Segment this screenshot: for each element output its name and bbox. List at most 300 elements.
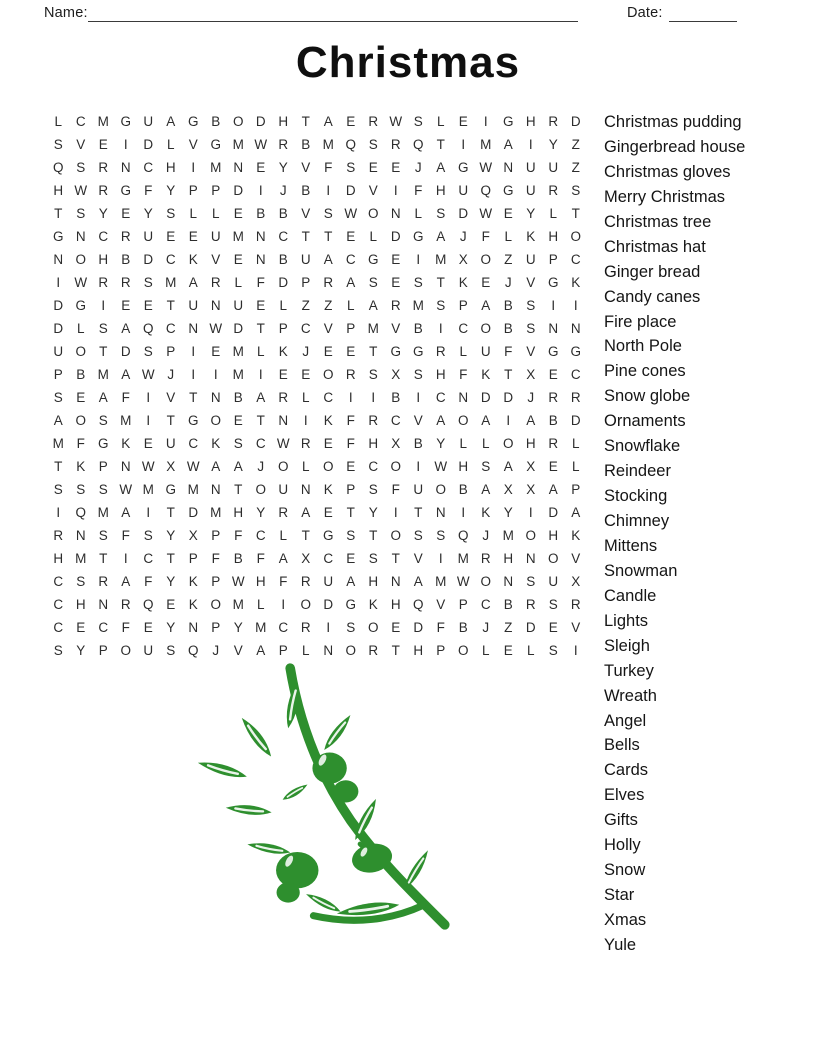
grid-letter: Q <box>480 183 491 198</box>
grid-letter: O <box>367 206 379 221</box>
grid-letter: E <box>256 160 266 175</box>
grid-letter: L <box>234 275 242 290</box>
grid-letter: V <box>413 551 423 566</box>
grid-letter: C <box>188 436 199 451</box>
grid-letter: H <box>548 528 559 543</box>
grid-letter: H <box>165 160 176 175</box>
grid-letter: I <box>146 413 151 428</box>
grid-letter: G <box>367 252 379 267</box>
grid-letter: W <box>186 459 200 474</box>
grid-letter: O <box>435 482 446 497</box>
grid-letter: N <box>75 528 86 543</box>
grid-letter: S <box>368 367 378 382</box>
grid-letter: A <box>503 137 513 152</box>
grid-letter: I <box>123 137 128 152</box>
grid-letter: B <box>391 390 401 405</box>
grid-letter: F <box>481 229 490 244</box>
grid-letter: S <box>368 137 378 152</box>
grid-letter: X <box>301 551 311 566</box>
grid-letter: K <box>571 528 581 543</box>
grid-letter: F <box>121 620 130 635</box>
grid-letter: D <box>503 390 514 405</box>
grid-letter: H <box>525 436 536 451</box>
grid-letter: S <box>98 321 108 336</box>
grid-letter: K <box>458 275 468 290</box>
grid-letter: V <box>76 137 86 152</box>
grid-letter: K <box>188 252 198 267</box>
grid-letter: P <box>98 459 108 474</box>
grid-letter: T <box>369 344 378 359</box>
grid-letter: N <box>255 252 266 267</box>
grid-letter: R <box>278 505 289 520</box>
grid-letter: L <box>256 597 265 612</box>
grid-letter: E <box>548 367 558 382</box>
grid-letter: T <box>54 459 63 474</box>
grid-letter: K <box>188 574 198 589</box>
grid-letter: A <box>121 321 131 336</box>
grid-letter: S <box>368 551 378 566</box>
grid-letter: E <box>323 505 333 520</box>
word-search-grid <box>47 110 587 662</box>
grid-letter: W <box>434 459 448 474</box>
grid-letter: P <box>211 620 221 635</box>
grid-letter: S <box>76 160 86 175</box>
grid-letter: V <box>413 413 423 428</box>
grid-letter: T <box>166 551 175 566</box>
grid-letter: Z <box>571 160 580 175</box>
grid-letter: S <box>436 298 446 313</box>
grid-letter: H <box>525 114 536 129</box>
grid-letter: A <box>188 275 198 290</box>
grid-letter: G <box>187 114 199 129</box>
grid-letter: J <box>414 160 422 175</box>
grid-letter: U <box>143 229 154 244</box>
grid-letter: S <box>548 643 558 658</box>
grid-letter: G <box>97 436 109 451</box>
grid-letter: X <box>458 252 468 267</box>
grid-letter: C <box>165 252 176 267</box>
grid-letter: F <box>391 482 400 497</box>
grid-letter: L <box>459 344 467 359</box>
grid-letter: L <box>436 114 445 129</box>
grid-letter: K <box>188 597 198 612</box>
grid-letter: L <box>76 321 85 336</box>
grid-letter: G <box>322 528 334 543</box>
grid-letter: C <box>255 528 266 543</box>
grid-letter: S <box>166 643 176 658</box>
grid-letter: U <box>210 229 221 244</box>
grid-letter: E <box>391 275 401 290</box>
grid-letter: F <box>414 183 423 198</box>
grid-letter: S <box>143 275 153 290</box>
grid-letter: A <box>481 482 491 497</box>
grid-letter: G <box>210 137 221 152</box>
grid-letter: M <box>435 574 447 589</box>
grid-letter: K <box>323 482 333 497</box>
grid-letter: P <box>346 482 356 497</box>
grid-letter: D <box>143 252 154 267</box>
grid-letter: M <box>187 482 199 497</box>
grid-letter: P <box>346 321 356 336</box>
grid-letter: G <box>412 344 424 359</box>
grid-letter: J <box>212 643 220 658</box>
grid-letter: L <box>166 137 175 152</box>
word-list-item: Holly <box>604 836 641 855</box>
grid-letter: T <box>166 505 175 520</box>
grid-letter: Z <box>504 620 513 635</box>
grid-letter: L <box>549 206 557 221</box>
grid-letter: J <box>279 183 287 198</box>
grid-letter: W <box>456 574 470 589</box>
grid-letter: A <box>436 229 446 244</box>
word-list-item: Ornaments <box>604 412 686 431</box>
grid-letter: Z <box>504 252 513 267</box>
grid-letter: D <box>143 137 154 152</box>
grid-letter: S <box>98 413 108 428</box>
grid-letter: C <box>143 160 154 175</box>
grid-letter: T <box>54 206 63 221</box>
grid-letter: P <box>211 574 221 589</box>
grid-letter: U <box>143 643 154 658</box>
grid-letter: V <box>323 321 333 336</box>
grid-letter: G <box>547 344 559 359</box>
grid-letter: Z <box>301 298 310 313</box>
grid-letter: D <box>233 183 244 198</box>
grid-letter: V <box>211 252 221 267</box>
grid-letter: T <box>189 390 198 405</box>
grid-letter: F <box>346 436 355 451</box>
grid-letter: S <box>571 183 581 198</box>
grid-letter: I <box>371 390 376 405</box>
grid-letter: S <box>323 206 333 221</box>
grid-letter: H <box>255 574 266 589</box>
grid-letter: A <box>211 459 221 474</box>
grid-letter: V <box>368 183 378 198</box>
grid-letter: C <box>570 367 581 382</box>
word-list-item: Christmas pudding <box>604 113 742 131</box>
word-list-item: Snowman <box>604 561 678 580</box>
grid-letter: C <box>345 252 356 267</box>
grid-letter: C <box>278 620 289 635</box>
grid-letter: T <box>256 321 265 336</box>
grid-letter: I <box>258 367 263 382</box>
grid-letter: Y <box>76 643 86 658</box>
grid-letter: O <box>120 643 131 658</box>
grid-letter: M <box>97 114 109 129</box>
grid-letter: L <box>571 459 580 474</box>
grid-letter: S <box>76 574 86 589</box>
grid-letter: S <box>53 643 63 658</box>
grid-letter: X <box>526 482 536 497</box>
grid-letter: D <box>255 114 266 129</box>
grid-letter: R <box>548 114 559 129</box>
grid-letter: E <box>323 436 333 451</box>
grid-letter: U <box>525 183 536 198</box>
grid-letter: I <box>461 137 466 152</box>
grid-letter: H <box>53 551 64 566</box>
grid-letter: I <box>146 505 151 520</box>
grid-letter: E <box>121 206 131 221</box>
grid-letter: K <box>368 597 378 612</box>
grid-letter: R <box>300 620 311 635</box>
grid-letter: S <box>346 620 356 635</box>
word-list-item: Christmas tree <box>604 212 712 231</box>
grid-letter: U <box>278 482 289 497</box>
grid-letter: E <box>76 620 86 635</box>
word-list-item: Snowflake <box>604 437 681 456</box>
grid-letter: W <box>344 206 358 221</box>
grid-letter: R <box>548 183 559 198</box>
grid-letter: N <box>120 459 131 474</box>
grid-letter: F <box>121 390 130 405</box>
grid-letter: N <box>120 160 131 175</box>
grid-letter: Q <box>412 137 424 152</box>
grid-letter: C <box>165 321 176 336</box>
grid-letter: S <box>143 528 153 543</box>
grid-letter: D <box>458 206 469 221</box>
grid-letter: B <box>458 482 468 497</box>
grid-letter: E <box>143 298 153 313</box>
grid-letter: R <box>548 436 559 451</box>
word-list-item: Fire place <box>604 312 677 331</box>
grid-letter: B <box>233 390 243 405</box>
word-list-item: Elves <box>604 786 645 805</box>
grid-letter: I <box>258 183 263 198</box>
grid-letter: C <box>98 229 109 244</box>
date-label: Date: <box>627 5 663 21</box>
grid-letter: P <box>301 275 311 290</box>
grid-letter: G <box>390 344 401 359</box>
grid-letter: O <box>75 344 86 359</box>
grid-letter: A <box>481 298 491 313</box>
grid-letter: R <box>210 275 221 290</box>
grid-letter: S <box>98 482 108 497</box>
grid-letter: T <box>369 528 378 543</box>
grid-letter: Y <box>278 160 288 175</box>
grid-letter: W <box>479 206 493 221</box>
grid-letter: L <box>54 114 62 129</box>
grid-letter: S <box>368 482 378 497</box>
grid-letter: M <box>435 252 447 267</box>
grid-letter: B <box>301 183 311 198</box>
word-list-item: Candle <box>604 586 657 605</box>
grid-letter: O <box>322 367 334 382</box>
grid-letter: B <box>211 114 221 129</box>
grid-letter: K <box>211 436 221 451</box>
grid-letter: N <box>435 505 446 520</box>
grid-letter: N <box>323 643 334 658</box>
grid-letter: G <box>165 482 176 497</box>
grid-letter: U <box>548 574 559 589</box>
word-list-item: Christmas hat <box>604 237 706 256</box>
grid-letter: L <box>481 643 490 658</box>
grid-letter: O <box>367 620 379 635</box>
grid-letter: U <box>525 160 536 175</box>
grid-letter: Y <box>143 206 153 221</box>
grid-letter: A <box>278 551 288 566</box>
grid-letter: E <box>233 252 243 267</box>
grid-letter: M <box>120 413 132 428</box>
word-list-item: Turkey <box>604 661 654 680</box>
grid-letter: E <box>548 459 558 474</box>
grid-letter: T <box>256 413 265 428</box>
grid-letter: X <box>391 436 401 451</box>
grid-letter: L <box>301 390 310 405</box>
grid-letter: X <box>526 459 536 474</box>
grid-letter: N <box>458 390 469 405</box>
grid-letter: T <box>99 344 108 359</box>
grid-letter: H <box>390 597 401 612</box>
grid-letter: C <box>570 252 581 267</box>
grid-letter: C <box>435 390 446 405</box>
grid-letter: L <box>211 206 220 221</box>
grid-letter: B <box>76 367 86 382</box>
grid-letter: O <box>345 643 356 658</box>
grid-letter: R <box>278 390 289 405</box>
grid-letter: X <box>391 367 401 382</box>
grid-letter: X <box>188 528 198 543</box>
grid-letter: E <box>346 229 356 244</box>
grid-letter: F <box>144 183 153 198</box>
grid-letter: A <box>121 367 131 382</box>
grid-letter: S <box>413 114 423 129</box>
grid-letter: P <box>53 367 63 382</box>
grid-letter: H <box>233 505 244 520</box>
grid-letter: R <box>53 528 64 543</box>
grid-letter: C <box>323 551 334 566</box>
grid-letter: K <box>278 344 288 359</box>
grid-letter: V <box>166 390 176 405</box>
grid-letter: H <box>98 252 109 267</box>
grid-letter: E <box>391 620 401 635</box>
grid-letter: M <box>210 160 222 175</box>
grid-letter: Z <box>324 298 333 313</box>
grid-letter: Y <box>368 505 378 520</box>
grid-letter: U <box>323 574 334 589</box>
grid-letter: V <box>391 321 401 336</box>
grid-letter: P <box>211 183 221 198</box>
grid-letter: C <box>75 114 86 129</box>
grid-letter: F <box>76 436 85 451</box>
grid-letter: T <box>391 551 400 566</box>
grid-letter: P <box>188 183 198 198</box>
grid-letter: V <box>571 551 581 566</box>
grid-letter: W <box>389 114 403 129</box>
grid-letter: I <box>483 114 488 129</box>
grid-letter: F <box>256 275 265 290</box>
grid-letter: H <box>503 551 514 566</box>
word-list-item: Gingerbread house <box>604 137 746 156</box>
grid-letter: V <box>526 344 536 359</box>
grid-letter: M <box>412 298 424 313</box>
grid-letter: L <box>571 436 580 451</box>
grid-letter: H <box>368 436 379 451</box>
grid-letter: A <box>346 275 356 290</box>
name-label: Name: <box>44 5 88 21</box>
grid-letter: H <box>435 367 446 382</box>
grid-letter: W <box>276 436 290 451</box>
grid-letter: A <box>436 160 446 175</box>
grid-letter: R <box>98 160 109 175</box>
grid-letter: R <box>390 137 401 152</box>
word-list-item: Stocking <box>604 487 668 506</box>
grid-letter: G <box>75 298 86 313</box>
grid-letter: M <box>232 597 244 612</box>
grid-letter: D <box>570 114 581 129</box>
grid-letter: I <box>191 160 196 175</box>
grid-letter: M <box>457 551 469 566</box>
grid-letter: N <box>210 298 221 313</box>
grid-letter: E <box>143 436 153 451</box>
grid-letter: M <box>322 137 334 152</box>
grid-letter: S <box>76 482 86 497</box>
grid-letter: R <box>278 137 289 152</box>
grid-letter: K <box>481 367 491 382</box>
grid-letter: M <box>210 505 222 520</box>
word-list-item: Gifts <box>604 811 638 830</box>
grid-letter: M <box>232 229 244 244</box>
grid-letter: L <box>504 229 512 244</box>
grid-letter: M <box>142 482 154 497</box>
grid-letter: G <box>457 160 469 175</box>
grid-letter: T <box>391 643 400 658</box>
grid-letter: Q <box>412 597 424 612</box>
word-list-item: Lights <box>604 611 649 630</box>
grid-letter: E <box>143 620 153 635</box>
grid-letter: T <box>436 137 445 152</box>
grid-letter: N <box>570 321 581 336</box>
grid-letter: A <box>413 574 423 589</box>
grid-letter: S <box>436 206 446 221</box>
grid-letter: R <box>120 275 131 290</box>
grid-letter: L <box>526 643 535 658</box>
grid-letter: F <box>436 620 445 635</box>
grid-letter: K <box>76 459 86 474</box>
grid-letter: J <box>459 229 467 244</box>
grid-letter: I <box>528 137 533 152</box>
grid-letter: S <box>53 390 63 405</box>
grid-letter: W <box>141 367 155 382</box>
grid-letter: Q <box>142 597 154 612</box>
grid-letter: C <box>143 551 154 566</box>
grid-letter: C <box>390 413 401 428</box>
grid-letter: N <box>548 321 559 336</box>
grid-letter: A <box>436 413 446 428</box>
grid-letter: N <box>503 160 514 175</box>
grid-letter: E <box>346 551 356 566</box>
grid-letter: E <box>233 413 243 428</box>
grid-letter: O <box>570 229 581 244</box>
grid-letter: N <box>188 321 199 336</box>
grid-letter: S <box>413 367 423 382</box>
grid-letter: B <box>503 597 513 612</box>
grid-letter: R <box>345 367 356 382</box>
grid-letter: M <box>232 344 244 359</box>
grid-letter: W <box>479 160 493 175</box>
grid-letter: D <box>525 620 536 635</box>
grid-letter: U <box>458 183 469 198</box>
grid-letter: L <box>279 298 287 313</box>
grid-letter: O <box>210 597 221 612</box>
word-list-item: Wreath <box>604 686 657 705</box>
grid-letter: R <box>525 597 536 612</box>
grid-letter: D <box>345 183 356 198</box>
grid-letter: O <box>502 436 514 451</box>
grid-letter: E <box>301 367 311 382</box>
word-list-item: Yule <box>604 935 637 954</box>
grid-letter: E <box>503 643 513 658</box>
grid-letter: V <box>526 275 536 290</box>
